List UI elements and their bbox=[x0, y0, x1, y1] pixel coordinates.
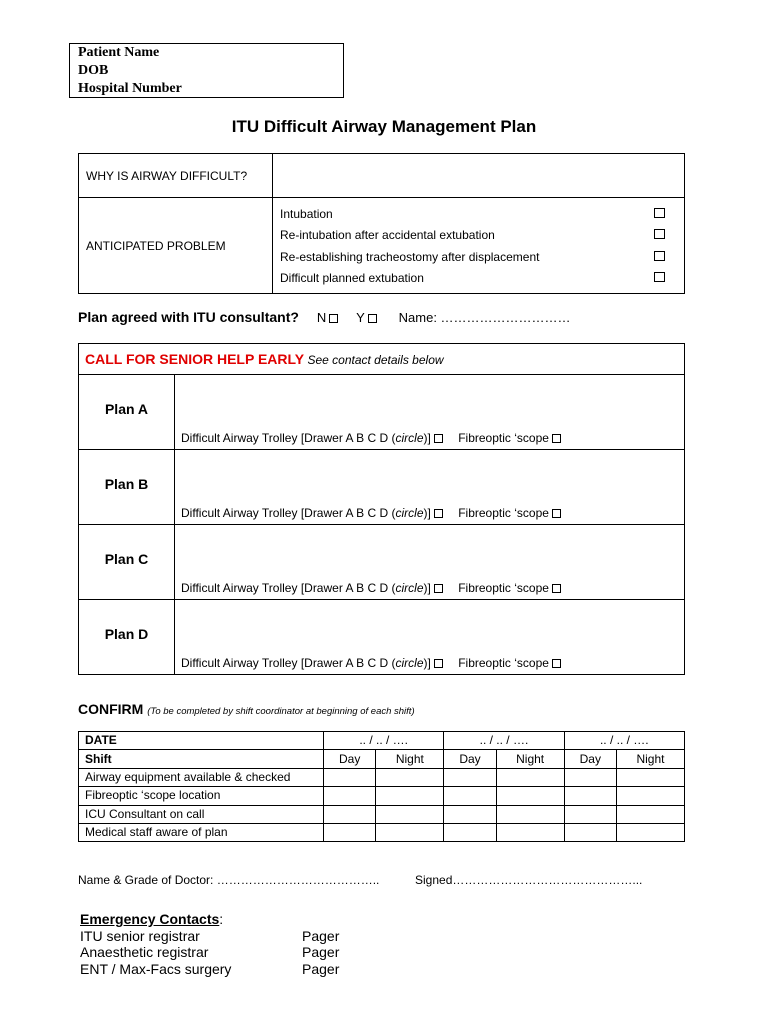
day-header: Day bbox=[564, 750, 616, 768]
trolley-suffix: )] bbox=[423, 431, 431, 445]
problem-option bbox=[280, 225, 677, 247]
plan-c-label: Plan C bbox=[79, 525, 175, 600]
table-cell[interactable] bbox=[616, 823, 684, 841]
emergency-heading-text: Emergency Contacts bbox=[80, 911, 220, 927]
table-cell[interactable] bbox=[444, 768, 496, 786]
problem-option-label: Re-establishing tracheostomy after displacement bbox=[280, 249, 540, 264]
checkbox[interactable] bbox=[654, 251, 665, 261]
trolley-prefix: Difficult Airway Trolley [Drawer A B C D ( bbox=[181, 581, 396, 595]
table-row bbox=[79, 805, 685, 823]
plan-d-field[interactable] bbox=[175, 600, 685, 675]
signature-field[interactable]: Signed………………………………………... bbox=[415, 873, 643, 887]
day-header: Day bbox=[324, 750, 376, 768]
airway-difficulty-table bbox=[78, 153, 685, 294]
contact-note: See contact details below bbox=[307, 353, 444, 367]
table-cell[interactable] bbox=[376, 787, 444, 805]
fibreoptic-checkbox[interactable] bbox=[552, 509, 561, 518]
fibreoptic-label: Fibreoptic ‘scope bbox=[458, 656, 549, 670]
trolley-prefix: Difficult Airway Trolley [Drawer A B C D ( bbox=[181, 656, 396, 670]
table-cell[interactable] bbox=[496, 805, 564, 823]
plans-table bbox=[78, 343, 685, 675]
patient-name-label: Patient Name bbox=[78, 45, 160, 60]
emergency-heading-colon: : bbox=[219, 911, 224, 927]
table-row bbox=[79, 787, 685, 805]
table-cell[interactable] bbox=[376, 823, 444, 841]
problem-option-label: Re-intubation after accidental extubation bbox=[280, 228, 495, 242]
confirm-title: CONFIRM bbox=[78, 701, 144, 717]
date-label: DATE bbox=[79, 732, 324, 750]
table-cell[interactable] bbox=[324, 805, 376, 823]
checkbox[interactable] bbox=[654, 229, 665, 239]
table-cell[interactable] bbox=[616, 768, 684, 786]
row-label: ICU Consultant on call bbox=[79, 805, 324, 823]
fibreoptic-label: Fibreoptic ‘scope bbox=[458, 581, 549, 595]
table-cell[interactable] bbox=[564, 768, 616, 786]
trolley-suffix: )] bbox=[423, 581, 431, 595]
date-field[interactable]: .. / .. / …. bbox=[564, 732, 684, 750]
patient-details-box bbox=[69, 43, 344, 98]
circle-note: circle bbox=[395, 431, 424, 445]
contact-pager: Pager bbox=[302, 960, 340, 977]
table-cell[interactable] bbox=[444, 787, 496, 805]
plan-a-label: Plan A bbox=[79, 375, 175, 450]
why-difficult-label: WHY IS AIRWAY DIFFICULT? bbox=[79, 154, 273, 198]
plan-agreed-line bbox=[78, 309, 571, 325]
table-cell[interactable] bbox=[496, 768, 564, 786]
trolley-checkbox[interactable] bbox=[434, 584, 443, 593]
table-cell[interactable] bbox=[564, 823, 616, 841]
trolley-checkbox[interactable] bbox=[434, 434, 443, 443]
problem-option-label: Difficult planned extubation bbox=[280, 271, 424, 285]
table-cell[interactable] bbox=[564, 805, 616, 823]
no-label: N bbox=[316, 310, 327, 325]
table-cell[interactable] bbox=[496, 823, 564, 841]
fibreoptic-label: Fibreoptic ‘scope bbox=[458, 431, 549, 445]
contact-row bbox=[80, 960, 340, 978]
table-row bbox=[79, 768, 685, 786]
emergency-contacts bbox=[80, 911, 340, 977]
table-cell[interactable] bbox=[376, 805, 444, 823]
anticipated-problem-label: ANTICIPATED PROBLEM bbox=[79, 198, 273, 294]
date-field[interactable]: .. / .. / …. bbox=[444, 732, 564, 750]
checkbox[interactable] bbox=[654, 208, 665, 218]
table-cell[interactable] bbox=[376, 768, 444, 786]
plan-agreed-question: Plan agreed with ITU consultant? bbox=[78, 309, 299, 325]
circle-note: circle bbox=[395, 656, 424, 670]
table-cell[interactable] bbox=[444, 805, 496, 823]
table-cell[interactable] bbox=[564, 787, 616, 805]
table-cell[interactable] bbox=[616, 805, 684, 823]
table-cell[interactable] bbox=[324, 787, 376, 805]
date-field[interactable]: .. / .. / …. bbox=[324, 732, 444, 750]
contact-pager: Pager bbox=[302, 927, 340, 944]
yes-checkbox[interactable] bbox=[368, 314, 377, 323]
row-label: Fibreoptic ‘scope location bbox=[79, 787, 324, 805]
trolley-checkbox[interactable] bbox=[434, 659, 443, 668]
plan-c-field[interactable] bbox=[175, 525, 685, 600]
problem-option bbox=[280, 268, 677, 290]
yes-label: Y bbox=[356, 310, 365, 325]
table-cell[interactable] bbox=[496, 787, 564, 805]
table-cell[interactable] bbox=[444, 823, 496, 841]
fibreoptic-checkbox[interactable] bbox=[552, 584, 561, 593]
trolley-prefix: Difficult Airway Trolley [Drawer A B C D ( bbox=[181, 431, 396, 445]
contact-role: ENT / Max-Facs surgery bbox=[80, 960, 232, 977]
confirm-note: (To be completed by shift coordinator at beginning of each shift) bbox=[147, 706, 415, 717]
contact-role: Anaesthetic registrar bbox=[80, 944, 209, 960]
night-header: Night bbox=[496, 750, 564, 768]
night-header: Night bbox=[376, 750, 444, 768]
plan-d-label: Plan D bbox=[79, 600, 175, 675]
plan-b-field[interactable] bbox=[175, 450, 685, 525]
trolley-checkbox[interactable] bbox=[434, 509, 443, 518]
page-title: ITU Difficult Airway Management Plan bbox=[231, 117, 537, 136]
consultant-name-field[interactable]: Name: ………………………… bbox=[398, 310, 571, 325]
problem-option-label: Intubation bbox=[280, 206, 333, 221]
fibreoptic-checkbox[interactable] bbox=[552, 434, 561, 443]
problem-option bbox=[280, 204, 677, 226]
why-difficult-field[interactable] bbox=[273, 154, 685, 198]
dob-label: DOB bbox=[78, 63, 109, 78]
confirm-table bbox=[78, 731, 685, 842]
fibreoptic-label: Fibreoptic ‘scope bbox=[458, 506, 549, 520]
circle-note: circle bbox=[395, 581, 424, 595]
plan-b-label: Plan B bbox=[79, 450, 175, 525]
trolley-suffix: )] bbox=[423, 506, 431, 520]
fibreoptic-checkbox[interactable] bbox=[552, 659, 561, 668]
contact-row bbox=[80, 944, 340, 961]
table-cell[interactable] bbox=[616, 787, 684, 805]
call-senior-help-text: CALL FOR SENIOR HELP EARLY bbox=[85, 351, 305, 367]
contact-row bbox=[80, 927, 340, 945]
contact-pager: Pager bbox=[302, 944, 340, 960]
doctor-name-grade-field[interactable]: Name & Grade of Doctor: ………………………………….. bbox=[78, 873, 380, 887]
trolley-prefix: Difficult Airway Trolley [Drawer A B C D ( bbox=[181, 506, 396, 520]
row-label: Medical staff aware of plan bbox=[79, 823, 324, 841]
hospital-number-label: Hospital Number bbox=[78, 81, 182, 96]
checkbox[interactable] bbox=[654, 272, 665, 282]
no-checkbox[interactable] bbox=[329, 314, 338, 323]
confirm-heading bbox=[78, 701, 415, 717]
night-header: Night bbox=[616, 750, 684, 768]
senior-help-header bbox=[79, 344, 685, 375]
trolley-suffix: )] bbox=[423, 656, 431, 670]
shift-label: Shift bbox=[79, 750, 324, 768]
plan-a-field[interactable] bbox=[175, 375, 685, 450]
day-header: Day bbox=[444, 750, 496, 768]
emergency-heading bbox=[80, 911, 231, 928]
contact-role: ITU senior registrar bbox=[80, 927, 200, 944]
table-cell[interactable] bbox=[324, 768, 376, 786]
table-cell[interactable] bbox=[324, 823, 376, 841]
circle-note: circle bbox=[395, 506, 424, 520]
row-label: Airway equipment available & checked bbox=[79, 768, 324, 786]
table-row bbox=[79, 823, 685, 841]
problem-option bbox=[280, 247, 677, 269]
